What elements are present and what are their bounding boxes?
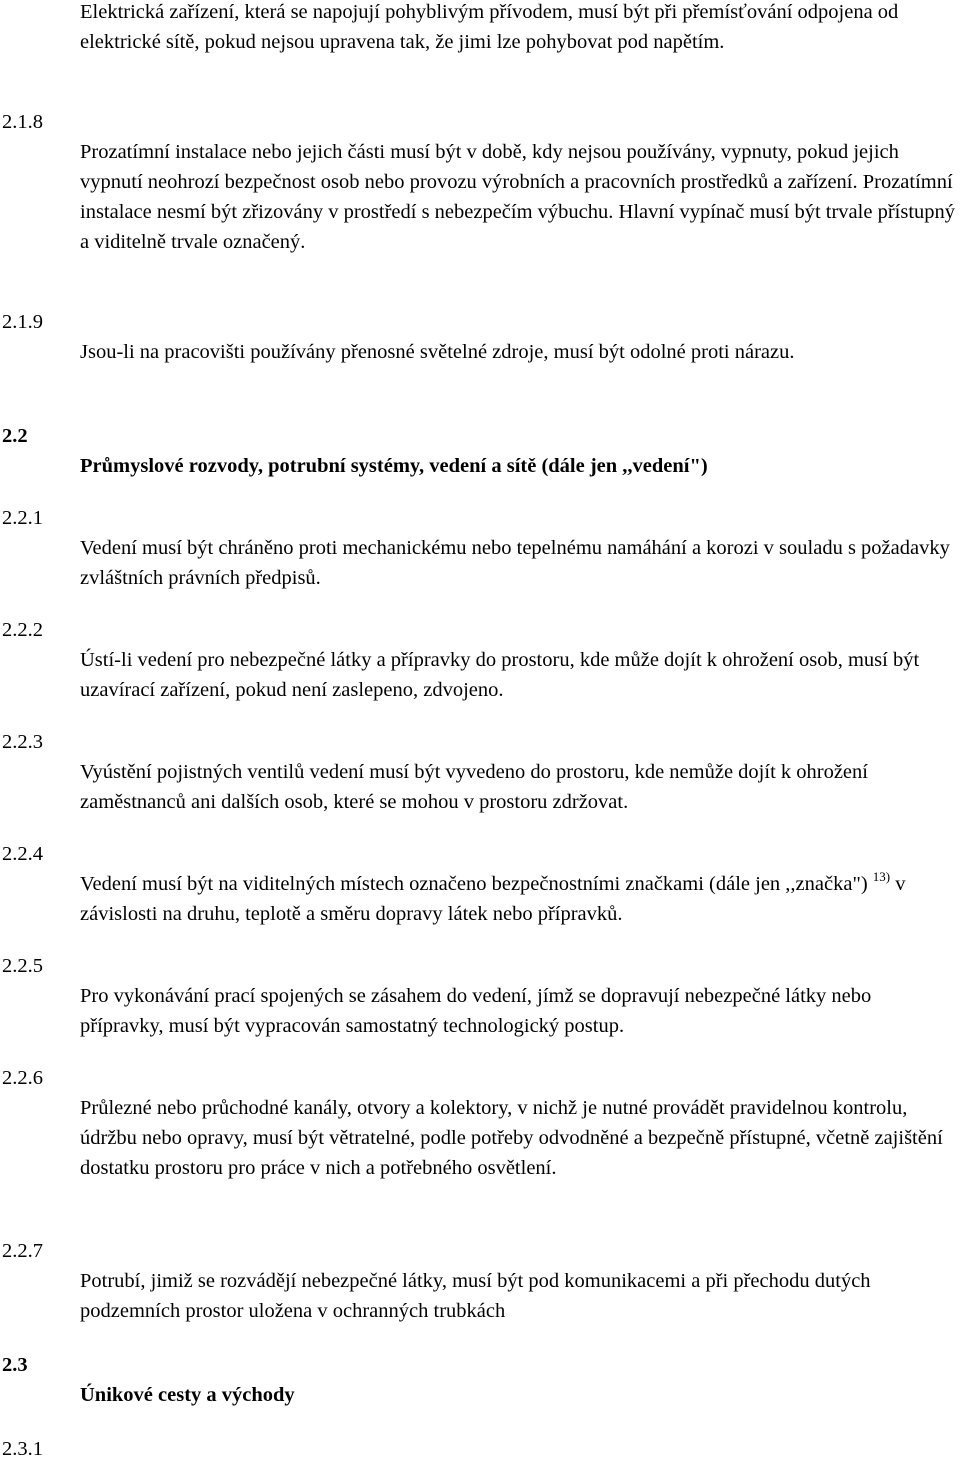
section-number-2-1-9: 2.1.9 xyxy=(2,311,43,333)
paragraph-2-2-4-text-a: Vedení musí být na viditelných místech označeno bezpečnostními značkami (dále jen ,,značka") xyxy=(80,873,868,895)
paragraph-2-2-3: Vyústění pojistných ventilů vedení musí být vyvedeno do prostoru, kde nemůže dojít k ohrožení zaměstnanců ani dalších osob, které se mohou v prostoru zdržovat. xyxy=(80,761,868,813)
footnote-reference: 13) xyxy=(872,869,891,884)
section-number-2-3-1: 2.3.1 xyxy=(2,1438,43,1460)
section-number-2-3: 2.3 xyxy=(2,1354,28,1376)
paragraph-2-2-1: Vedení musí být chráněno proti mechanickému nebo tepelnému namáhání a korozi v souladu s požadavky zvláštních právních předpisů. xyxy=(80,537,950,589)
section-number-2-2-4: 2.2.4 xyxy=(2,843,43,865)
paragraph-2-2-5: Pro vykonávání prací spojených se zásahem do vedení, jímž se dopravují nebezpečné látky nebo přípravky, musí být vypracován samostatný technologický postup. xyxy=(80,985,872,1037)
heading-2-3: Únikové cesty a východy xyxy=(80,1384,295,1406)
heading-2-2: Průmyslové rozvody, potrubní systémy, vedení a sítě (dále jen ,,vedení") xyxy=(80,455,708,477)
paragraph-2-1-9: Jsou-li na pracovišti používány přenosné světelné zdroje, musí být odolné proti nárazu. xyxy=(80,341,795,363)
section-number-2-2-2: 2.2.2 xyxy=(2,619,43,641)
section-number-2-2-1: 2.2.1 xyxy=(2,507,43,529)
paragraph-2-2-4-text-b: v závislosti na druhu, teplotě a směru dopravy látek nebo přípravků. xyxy=(80,873,906,925)
section-number-2-2-6: 2.2.6 xyxy=(2,1067,43,1089)
paragraph-2-2-7: Potrubí, jimiž se rozvádějí nebezpečné látky, musí být pod komunikacemi a při přechodu dutých podzemních prostor uložena v ochranných trubkách xyxy=(80,1270,871,1322)
section-number-2-2: 2.2 xyxy=(2,425,28,447)
section-number-2-1-8: 2.1.8 xyxy=(2,111,43,133)
paragraph-2-2-6: Průlezné nebo průchodné kanály, otvory a kolektory, v nichž je nutné provádět pravidelnou kontrolu, údržbu nebo opravy, musí být větratelné, podle potřeby odvodněné a bezpečně přístupné, včetně zajištění dostatku prostoru pro práce v nich a potřebného osvětlení. xyxy=(80,1097,943,1179)
paragraph-2-2-4 xyxy=(80,869,958,929)
paragraph-intro: Elektrická zařízení, která se napojují pohyblivým přívodem, musí být při přemísťování odpojena od elektrické sítě, pokud nejsou upravena tak, že jimi lze pohybovat pod napětím. xyxy=(80,1,899,53)
section-number-2-2-3: 2.2.3 xyxy=(2,731,43,753)
paragraph-2-2-2: Ústí-li vedení pro nebezpečné látky a přípravky do prostoru, kde může dojít k ohrožení osob, musí být uzavírací zařízení, pokud není zaslepeno, zdvojeno. xyxy=(80,649,920,701)
section-number-2-2-5: 2.2.5 xyxy=(2,955,43,977)
section-number-2-2-7: 2.2.7 xyxy=(2,1240,43,1262)
paragraph-2-1-8: Prozatímní instalace nebo jejich části musí být v době, kdy nejsou používány, vypnuty, pokud jejich vypnutí neohrozí bezpečnost osob nebo provozu výrobních a pracovních prostředků a zařízení. Prozatímní instalace nesmí být zřizovány v prostředí s nebezpečím výbuchu. Hlavní vypínač musí být trvale přístupný a viditelně trvale označený. xyxy=(80,141,956,253)
